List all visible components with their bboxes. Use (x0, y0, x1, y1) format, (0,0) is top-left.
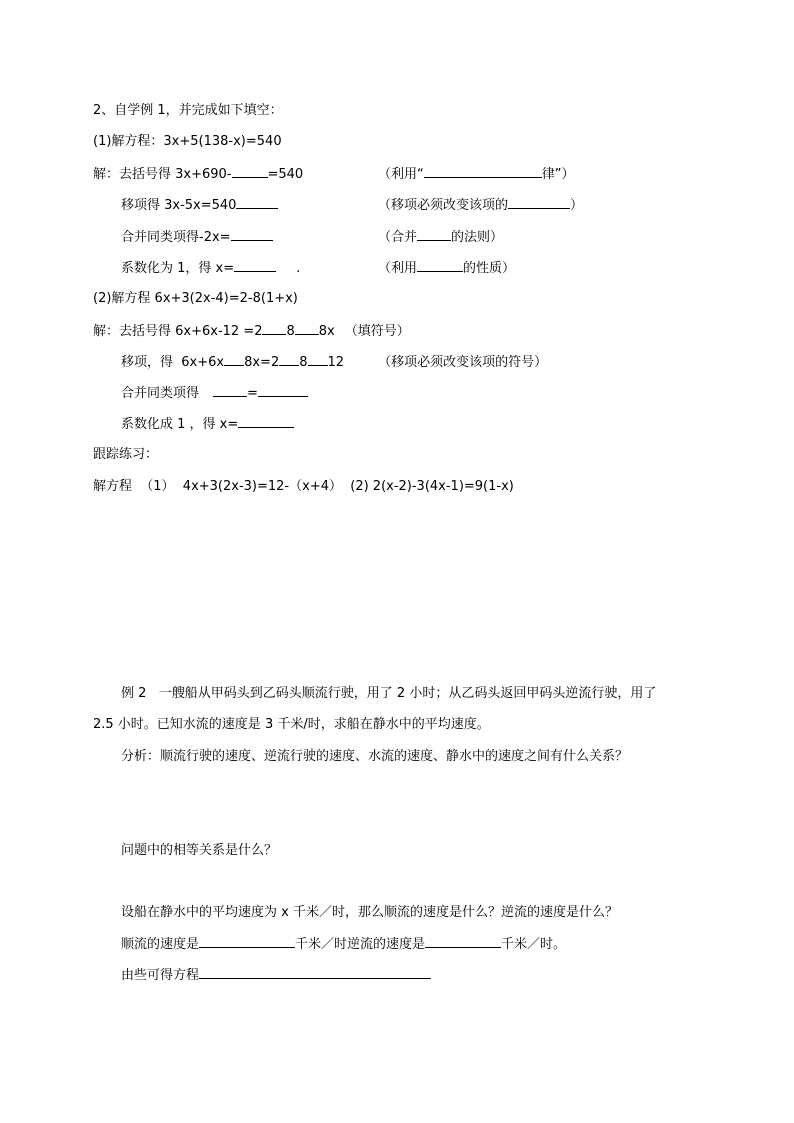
note-prefix: （利用“ (378, 167, 424, 182)
p2-step1-c: 8x (318, 324, 335, 339)
blank[interactable] (238, 415, 294, 428)
practice-line: 解方程 （1） 4x+3(2x-3)=12-（x+4） (2) 2(x-2)-3(4x-1)=9(1-x) (93, 479, 514, 494)
problem-2-label: (2)解方程 6x+3(2x-4)=2-8(1+x) (93, 291, 298, 306)
equation-line (121, 966, 431, 984)
p1-step1-suffix: =540 (267, 167, 304, 182)
p1-step4-dot: . (296, 261, 301, 276)
blank[interactable] (213, 384, 247, 397)
blank[interactable] (258, 384, 308, 397)
question-line: 问题中的相等关系是什么？ (121, 843, 278, 858)
p2-step4-a: 系数化成 1 ，得 x= (121, 417, 239, 432)
p1-step3-prefix: 合并同类项得-2x= (121, 230, 231, 245)
speed-line (121, 935, 566, 953)
note-suffix: 律”） (541, 167, 575, 182)
note-prefix: （移项必须改变该项的 (378, 198, 509, 213)
p2-step3-b: = (247, 386, 258, 401)
upstream-label: 千米／时逆流的速度是 (295, 937, 426, 952)
example2-line1: 例 2 一艘船从甲码头到乙码头顺流行驶，用了 2 小时；从乙码头返回甲码头逆流行驶，用了 (121, 686, 657, 701)
blank[interactable] (231, 228, 273, 241)
p2-step3 (121, 384, 308, 402)
equation-blank[interactable] (199, 966, 431, 979)
setup-line: 设船在静水中的平均速度为 x 千米／时，那么顺流的速度是什么？逆流的速度是什么？ (121, 905, 618, 920)
blank[interactable] (232, 165, 268, 178)
blank[interactable] (199, 935, 295, 948)
equation-label: 由些可得方程 (121, 968, 200, 983)
note-prefix: （合并 (378, 230, 418, 245)
blank[interactable] (508, 196, 570, 209)
analysis-line: 分析：顺流行驶的速度、逆流行驶的速度、水流的速度、静水中的速度之间有什么关系？ (121, 749, 629, 764)
sign-blank[interactable] (279, 353, 299, 366)
blank[interactable] (424, 165, 542, 178)
sign-blank[interactable] (224, 353, 244, 366)
p2-step2-a: 移项，得 6x+6x (121, 355, 225, 370)
p1-step1-prefix: 解：去括号得 3x+690- (93, 167, 232, 182)
blank[interactable] (236, 196, 278, 209)
problem-1-label: (1)解方程：3x+5(138-x)=540 (93, 134, 282, 149)
p1-step4-prefix: 系数化为 1，得 x= (121, 261, 235, 276)
p2-step2-d: 12 (327, 355, 345, 370)
p2-step2-c: 8 (299, 355, 308, 370)
p1-step2-prefix: 移项得 3x-5x=540 (121, 198, 237, 213)
blank[interactable] (234, 259, 276, 272)
p2-step2 (121, 353, 547, 371)
p1-step1 (93, 165, 303, 183)
p2-step4 (121, 415, 294, 433)
p1-step3-note (378, 228, 503, 246)
p2-step2-b: 8x=2 (244, 355, 280, 370)
p2-step1 (93, 322, 410, 340)
example2-line2: 2.5 小时。已知水流的速度是 3 千米/时，求船在静水中的平均速度。 (93, 717, 490, 732)
p2-step1-a: 解：去括号得 6x+6x-12 =2 (93, 324, 263, 339)
p1-step3 (121, 228, 273, 246)
speed-unit: 千米／时。 (501, 937, 567, 952)
blank[interactable] (425, 935, 501, 948)
sign-blank[interactable] (262, 322, 286, 335)
sign-blank[interactable] (295, 322, 319, 335)
p1-step2-note (378, 196, 583, 214)
p2-step1-b: 8 (286, 324, 295, 339)
sign-blank[interactable] (308, 353, 328, 366)
note-suffix: 的性质） (463, 261, 516, 276)
p1-step4 (121, 259, 300, 277)
p1-step1-note (378, 165, 575, 183)
note-suffix: ） (570, 198, 584, 213)
section-heading: 2、自学例 1，并完成如下填空： (93, 103, 283, 118)
p2-step2-note: （移项必须改变该项的符号） (378, 355, 548, 370)
p2-step1-note: （填符号） (344, 324, 410, 339)
p2-step3-a: 合并同类项得 (121, 386, 200, 401)
blank[interactable] (417, 259, 463, 272)
downstream-label: 顺流的速度是 (121, 937, 200, 952)
p1-step4-note (378, 259, 515, 277)
practice-heading: 跟踪练习： (93, 447, 159, 462)
p1-step2 (121, 196, 278, 214)
note-suffix: 的法则） (451, 230, 504, 245)
note-prefix: （利用 (378, 261, 418, 276)
blank[interactable] (417, 228, 451, 241)
